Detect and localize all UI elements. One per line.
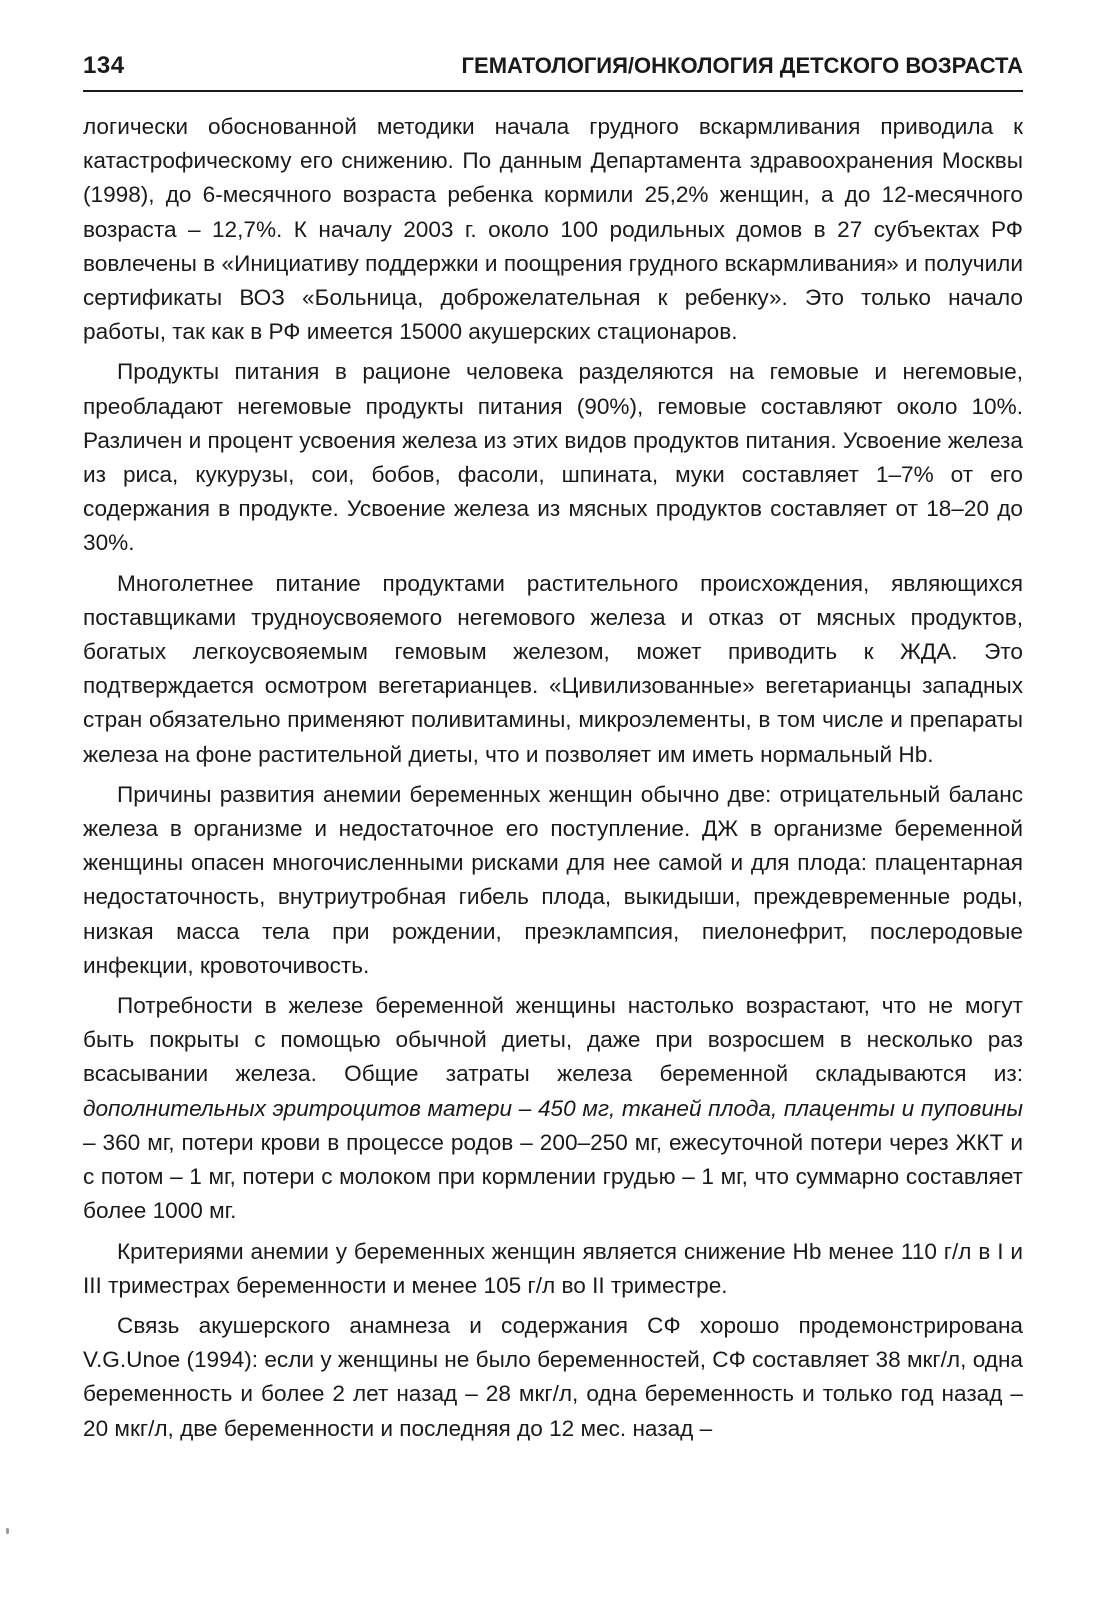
paragraph: Критериями анемии у беременных женщин является снижение Hb менее 110 г/л в I и III триместрах беременности и менее 105 г/л во II триместре. [83,1238,1023,1298]
page-number: 134 [83,52,125,79]
paragraph-text: – 360 мг, потери крови в процессе родов – 200–250 мг, ежесуточной потери через ЖКТ и с потом – 1 мг, потери с молоком при кормлении грудью – 1 мг, что суммарно составляет более 1000 мг. [83,1129,1023,1224]
scan-speck [6,1528,9,1534]
page-header [83,52,1023,92]
paragraph: Продукты питания в рационе человека разделяются на гемовые и негемовые, преобладают негемовые продукты питания (90%), гемовые составляют около 10%. Различен и процент усвоения железа из этих видов продуктов питания. Усвоение железа из риса, кукурузы, сои, бобов, фасоли, шпината, муки составляет 1–7% от его содержания в продукте. Усвоение железа из мясных продуктов составляет от 18–20 до 30%. [83,359,1023,556]
paragraph: логически обоснованной методики начала грудного вскармливания приводила к катастрофическому его снижению. По данным Департамента здравоохранения Москвы (1998), до 6-месячного возраста ребенка кормили 25,2% женщин, а до 12-месячного возраста – 12,7%. К началу 2003 г. около 100 родильных домов в 27 субъектах РФ вовлечены в «Инициативу поддержки и поощрения грудного вскармливания» и получили сертификаты ВОЗ «Больница, доброжелательная к ребенку». Это только начало работы, так как в РФ имеется 15000 акушерских стационаров. [83,114,1023,345]
paragraph: Многолетнее питание продуктами растительного происхождения, являющихся поставщиками трудноусвояемого негемового железа и отказ от мясных продуктов, богатых легкоусвояемым гемовым железом, может приводить к ЖДА. Это подтверждается осмотром вегетарианцев. «Цивилизованные» вегетарианцы западных стран обязательно применяют поливитамины, микроэлементы, в том числе и препараты железа на фоне растительной диеты, что и позволяет им иметь нормальный Hb. [83,570,1023,767]
italic-text: дополнительных эритроцитов матери – 450 мг, тканей плода, плаценты и пуповины [83,1095,1023,1121]
paragraph: Причины развития анемии беременных женщин обычно две: отрицательный баланс железа в организме и недостаточное его поступление. ДЖ в организме беременной женщины опасен многочисленными рисками для нее самой и для плода: плацентарная недостаточность, внутриутробная гибель плода, выкидыши, преждевременные роды, низкая масса тела при рождении, преэклампсия, пиелонефрит, послеродовые инфекции, кровоточивость. [83,781,1023,978]
running-title: ГЕМАТОЛОГИЯ/ОНКОЛОГИЯ ДЕТСКОГО ВОЗРАСТА [461,53,1023,78]
paragraph [83,989,1023,1228]
body-text [83,110,1023,1446]
paragraph: Связь акушерского анамнеза и содержания СФ хорошо продемонстрирована V.G.Unoe (1994): если у женщины не было беременностей, СФ составляет 38 мкг/л, одна беременность и более 2 лет назад – 28 мкг/л, одна беременность и только год назад – 20 мкг/л, две беременности и последняя до 12 мес. назад – [83,1312,1023,1441]
book-page [83,52,1023,1452]
paragraph-text: Потребности в железе беременной женщины настолько возрастают, что не могут быть покрыты с помощью обычной диеты, даже при возросшем в несколько раз всасывании железа. Общие затраты железа беременной складываются из: [83,993,1023,1087]
